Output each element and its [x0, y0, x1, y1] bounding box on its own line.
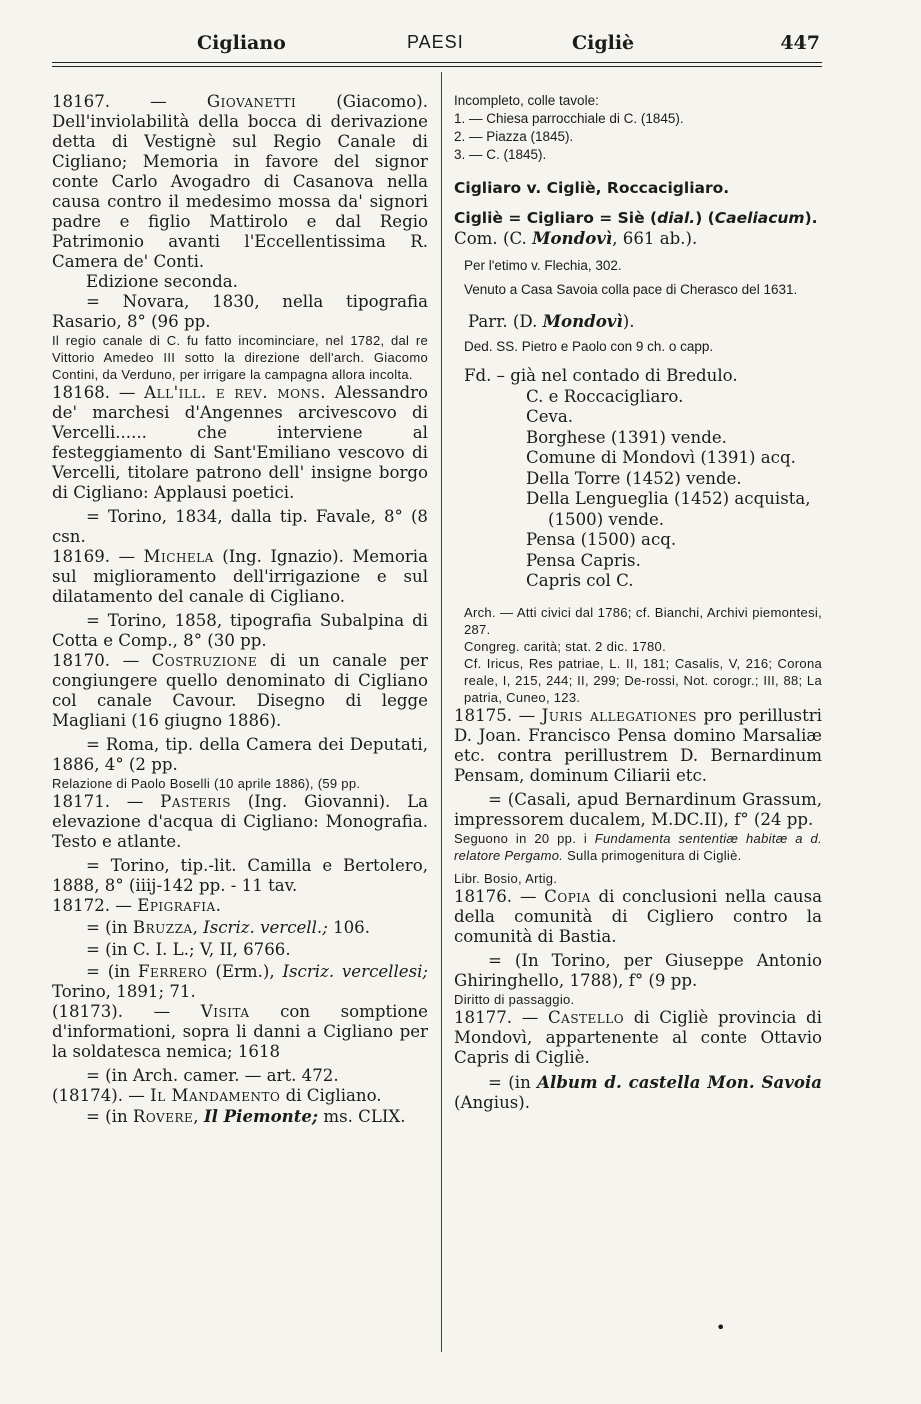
plate-item: 3. — C. (1845).	[454, 147, 547, 162]
feudal-line: Pensa Capris.	[526, 550, 641, 570]
entry-imprint: = Torino, tip.-lit. Camilla e Bertolero, 1888, 8° (iiij-142 pp. - 11 tav.	[52, 856, 428, 895]
commune-info: Com. (C. Mondovì, 661 ab.).	[454, 228, 698, 248]
feudal-line: Comune di Mondovì (1391) acq.	[526, 448, 796, 467]
feudal-line: C. e Roccacigliaro.	[526, 386, 684, 406]
entry-18169: 18169. — Michela (Ing. Ignazio). Memoria sul miglioramento dell'irrigazione e sul dilatamento del canale di Cigliano. = Torino, 1858, tipografia Subalpina di Cotta e Comp., 8° (30 pp.	[52, 547, 428, 650]
entry-18177: 18177. — Castello di Cigliè provincia di Mondovì, appartenente al conte Ottavio Capris di Cigliè. = (in Album d. castella Mon. Savoia (Angius).	[454, 1007, 823, 1112]
entry-number: 18167.	[52, 92, 111, 111]
entry-title: con somptione d'informationi, sopra li danni a Cigliano per la soldatesca nemica; 1618	[52, 1002, 428, 1061]
feudal-line: Ceva.	[526, 407, 574, 426]
entry-title: Alessandro de' marchesi d'Angennes arcivescovo di Vercelli...... che interviene al festeggiamento di Sant'Emiliano vescovo di Vercelli, titolare patrono dell' insigne borgo di Cigliano: Applausi poetici.	[52, 383, 429, 502]
entry-title: di Cigliano.	[280, 1086, 382, 1105]
feudal-line: Della Lengueglia (1452) acquista,	[526, 489, 811, 508]
entry-note: Il regio canale di C. fu fatto incominciare, nel 1782, dal re Vittorio Amedeo III sotto la direzione dell'arch. Giacomo Contini, da Verduno, per irrigare la campagna allora incolta.	[52, 333, 428, 382]
running-header	[52, 30, 820, 60]
dedication-note: Ded. SS. Pietro e Paolo con 9 ch. o capp.	[464, 339, 714, 354]
savoy-note: Venuto a Casa Savoia colla pace di Cherasco del 1631.	[464, 282, 798, 297]
entry-number: 18177.	[454, 1007, 513, 1027]
entry-title: (Giacomo). Dell'inviolabilità della bocca di derivazione detta di Vestignè sul Regio Canale di Cigliano; Memoria in favore del signor conte Carlo Avogadro di Casanova nella causa contro il medesimo mossa da' signori padre e figlio Mattirolo e dal Regio Patrimonio avanti l'Eccellentissima R. Camera de' Conti.	[52, 92, 428, 271]
entry-author: Juris allegationes	[541, 705, 697, 725]
feudal-line: Pensa (1500) acq.	[526, 530, 677, 549]
citation-line: = (in C. I. L.; V, II, 6766.	[86, 940, 291, 959]
entry-imprint: = (Casali, apud Bernardinum Grassum, impressorem ducalem, M.DC.II), f° (24 pp.	[454, 789, 822, 829]
entry-title: (Ing. Ignazio). Memoria sul miglioramento dell'irrigazione e sul dilatamento del canale di Cigliano.	[52, 547, 428, 606]
entry-18167: 18167. — Giovanetti (Giacomo). Dell'inviolabilità della bocca di derivazione detta di Vestignè sul Regio Canale di Cigliano; Memoria in favore del signor conte Carlo Avogadro di Casanova nella causa contro il medesimo mossa da' signori padre e figlio Mattirolo e dal Regio Patrimonio avanti l'Eccellentissima R. Camera de' Conti. Edizione seconda. = Novara, 1830, nella tipografia Rasario, 8° (96 pp. Il regio canale di C. fu fatto incominciare, nel 1782, dal re Vittorio Amedeo III sotto la direzione dell'arch. Giacomo Contini, da Verduno, per irrigare la campagna allora incolta.	[52, 92, 428, 382]
entry-number: 18169.	[52, 547, 111, 566]
entry-author: Visita	[200, 1002, 250, 1021]
entry-number: 18176.	[454, 886, 513, 906]
cross-reference-cigliaro: Cigliaro v. Cigliè, Roccacigliaro.	[454, 179, 730, 197]
feudal-line: Borghese (1391) vende.	[526, 427, 727, 447]
entry-18175: 18175. — Juris allegationes pro perillustri D. Joan. Francisco Pensa domino Marsaliæ etc. contra perillustrem D. Bernardinum Pensam, dominum Ciliarii etc. = (Casali, apud Bernardinum Grassum, impressorem ducalem, M.DC.II), f° (24 pp. Seguono in 20 pp. i Fundamenta sententiæ habitæ a d. relatore Pergamo. Sulla primogenitura di Cigliè. Libr. Bosio, Artig.	[454, 705, 823, 886]
place-heading-ciglie: Cigliè = Cigliaro = Siè (dial.) (Caeliacum).	[454, 209, 818, 227]
plates-intro: Incompleto, colle tavole:	[454, 93, 599, 108]
entry-number: 18170.	[52, 651, 111, 670]
entry-author: All'ill. e rev. mons.	[144, 383, 326, 402]
entry-author: Il Mandamento	[150, 1086, 281, 1105]
bibliography-note: Cf. Iricus, Res patriae, L. II, 181; Casalis, V, 216; Corona reale, I, 215, 244; II, 299; De-rossi, Not. corogr.; III, 88; La patria, Cuneo, 123.	[464, 655, 822, 705]
entry-imprint: = Roma, tip. della Camera dei Deputati, 1886, 4° (2 pp.	[52, 735, 428, 774]
feudal-line: (1500) vende.	[548, 509, 665, 529]
plate-item: 2. — Piazza (1845).	[454, 129, 574, 144]
entry-number: 18175.	[454, 705, 513, 725]
entry-number: (18173).	[52, 1002, 124, 1021]
entry-imprint: = (In Torino, per Giuseppe Antonio Ghiringhello, 1788), f° (9 pp.	[454, 950, 822, 990]
feudal-line: Fd. – già nel contado di Bredulo.	[464, 366, 738, 385]
plate-item: 1. — Chiesa parrocchiale di C. (1845).	[454, 111, 684, 126]
entry-author: Michela	[143, 547, 214, 566]
column-divider	[441, 72, 442, 1352]
feudal-line: Capris col C.	[526, 571, 634, 590]
entry-18172: 18172. — Epigrafia. = (in Bruzza, Iscriz. vercell.; 106. = (in C. I. L.; V, II, 6766. = (in Ferrero (Erm.), Iscriz. vercellesi; Torino, 1891; 71.	[52, 896, 429, 1001]
entry-note: Relazione di Paolo Boselli (10 aprile 1886), (59 pp.	[52, 776, 361, 791]
entry-title: di conclusioni nella causa della comunità di Cigliero contro la comunità di Bastia.	[454, 886, 822, 946]
entry-author: Castello	[547, 1007, 625, 1027]
feudal-history	[454, 366, 822, 592]
entry-author: Giovanetti	[206, 92, 297, 111]
entry-18171: 18171. — Pasteris (Ing. Giovanni). La elevazione d'acqua di Cigliano: Monografia. Testo e atlante. = Torino, tip.-lit. Camilla e Bertolero, 1888, 8° (iiij-142 pp. - 11 tav.	[52, 792, 428, 895]
entry-title: pro perillustri D. Joan. Francisco Pensa domino Marsaliæ etc. contra perillustrem D. Bernardinum Pensam, dominum Ciliarii etc.	[454, 705, 822, 785]
entry-number: 18168.	[52, 383, 111, 402]
right-column	[454, 92, 822, 1113]
parish-info: Parr. (D. Mondovì).	[468, 311, 635, 331]
entry-number: (18174).	[52, 1086, 124, 1105]
entry-author: Epigrafia.	[137, 896, 222, 915]
entry-18174: (18174). — Il Mandamento di Cigliano. = (in Rovere, Il Piemonte; ms. CLIX.	[52, 1086, 428, 1127]
left-column	[52, 92, 428, 1127]
etymology-note: Per l'etimo v. Flechia, 302.	[464, 258, 622, 273]
citation-line: = (in Bruzza, Iscriz. vercell.; 106.	[86, 918, 371, 937]
footer-mark: •	[716, 1318, 726, 1337]
entry-title: di un canale per congiungere quello denominato di Cigliano col canale Cavour. Disegno di legge Magliani (16 giugno 1886).	[52, 651, 428, 730]
header-rule	[52, 62, 822, 63]
entry-18168: 18168. — All'ill. e rev. mons. Alessandro de' marchesi d'Angennes arcivescovo di Vercelli...... che interviene al festeggiamento di Sant'Emiliano vescovo di Vercelli, titolare patrono dell' insigne borgo di Cigliano: Applausi poetici. = Torino, 1834, dalla tip. Favale, 8° (8 csn.	[52, 383, 429, 546]
plates-list	[454, 92, 822, 164]
entry-note: Diritto di passaggio.	[454, 991, 575, 1007]
archive-note: Arch. — Atti civici dal 1786; cf. Bianchi, Archivi piemontesi, 287.	[464, 604, 822, 637]
citation-line: = (in Ferrero (Erm.), Iscriz. vercellesi; Torino, 1891; 71.	[52, 962, 429, 1001]
entry-18170: 18170. — Costruzione di un canale per congiungere quello denominato di Cigliano col canale Cavour. Disegno di legge Magliani (16 giugno 1886). = Roma, tip. della Camera dei Deputati, 1886, 4° (2 pp. Relazione di Paolo Boselli (10 aprile 1886), (59 pp.	[52, 651, 428, 791]
entry-author: Pasteris	[160, 792, 231, 811]
page-number: 447	[780, 32, 820, 54]
entry-title: (Ing. Giovanni). La elevazione d'acqua di Cigliano: Monografia. Testo e atlante.	[52, 792, 428, 851]
header-rule-thin	[52, 66, 822, 67]
entry-imprint: = Novara, 1830, nella tipografia Rasario, 8° (96 pp.	[52, 292, 428, 331]
entry-18176: 18176. — Copia di conclusioni nella causa della comunità di Cigliero contro la comunità di Bastia. = (In Torino, per Giuseppe Antonio Ghiringhello, 1788), f° (9 pp. Diritto di passaggio.	[454, 886, 822, 1007]
header-left-entry: Cigliano	[197, 32, 286, 54]
entry-imprint: = Torino, 1834, dalla tip. Favale, 8° (8 csn.	[52, 507, 428, 546]
entry-author: Copia	[544, 886, 591, 906]
entry-18173: (18173). — Visita con somptione d'informationi, sopra li danni a Cigliano per la soldatesca nemica; 1618 = (in Arch. camer. — art. 472.	[52, 1002, 428, 1085]
entry-imprint: = (in Arch. camer. — art. 472.	[86, 1066, 339, 1085]
entry-imprint: = (in Rovere, Il Piemonte; ms. CLIX.	[86, 1106, 406, 1126]
entry-number: 18172.	[52, 896, 111, 915]
header-section: PAESI	[407, 32, 464, 52]
feudal-line: Della Torre (1452) vende.	[526, 468, 742, 488]
entry-imprint: = (in Album d. castella Mon. Savoia (Angius).	[454, 1071, 823, 1112]
entry-edition: Edizione seconda.	[86, 272, 238, 291]
charity-note: Congreg. carità; stat. 2 dic. 1780.	[464, 638, 666, 654]
entry-author: Costruzione	[151, 651, 258, 670]
header-right-entry: Cigliè	[572, 32, 635, 54]
entry-imprint: = Torino, 1858, tipografia Subalpina di Cotta e Comp., 8° (30 pp.	[52, 611, 428, 650]
entry-title: di Cigliè provincia di Mondovì, appartenente al conte Ottavio Capris di Cigliè.	[454, 1007, 822, 1067]
entry-number: 18171.	[52, 792, 111, 811]
entry-note: Seguono in 20 pp. i Fundamenta sententiæ habitæ a d. relatore Pergamo. Sulla primogenitura di Cigliè.	[454, 830, 823, 863]
library-note: Libr. Bosio, Artig.	[454, 870, 558, 886]
